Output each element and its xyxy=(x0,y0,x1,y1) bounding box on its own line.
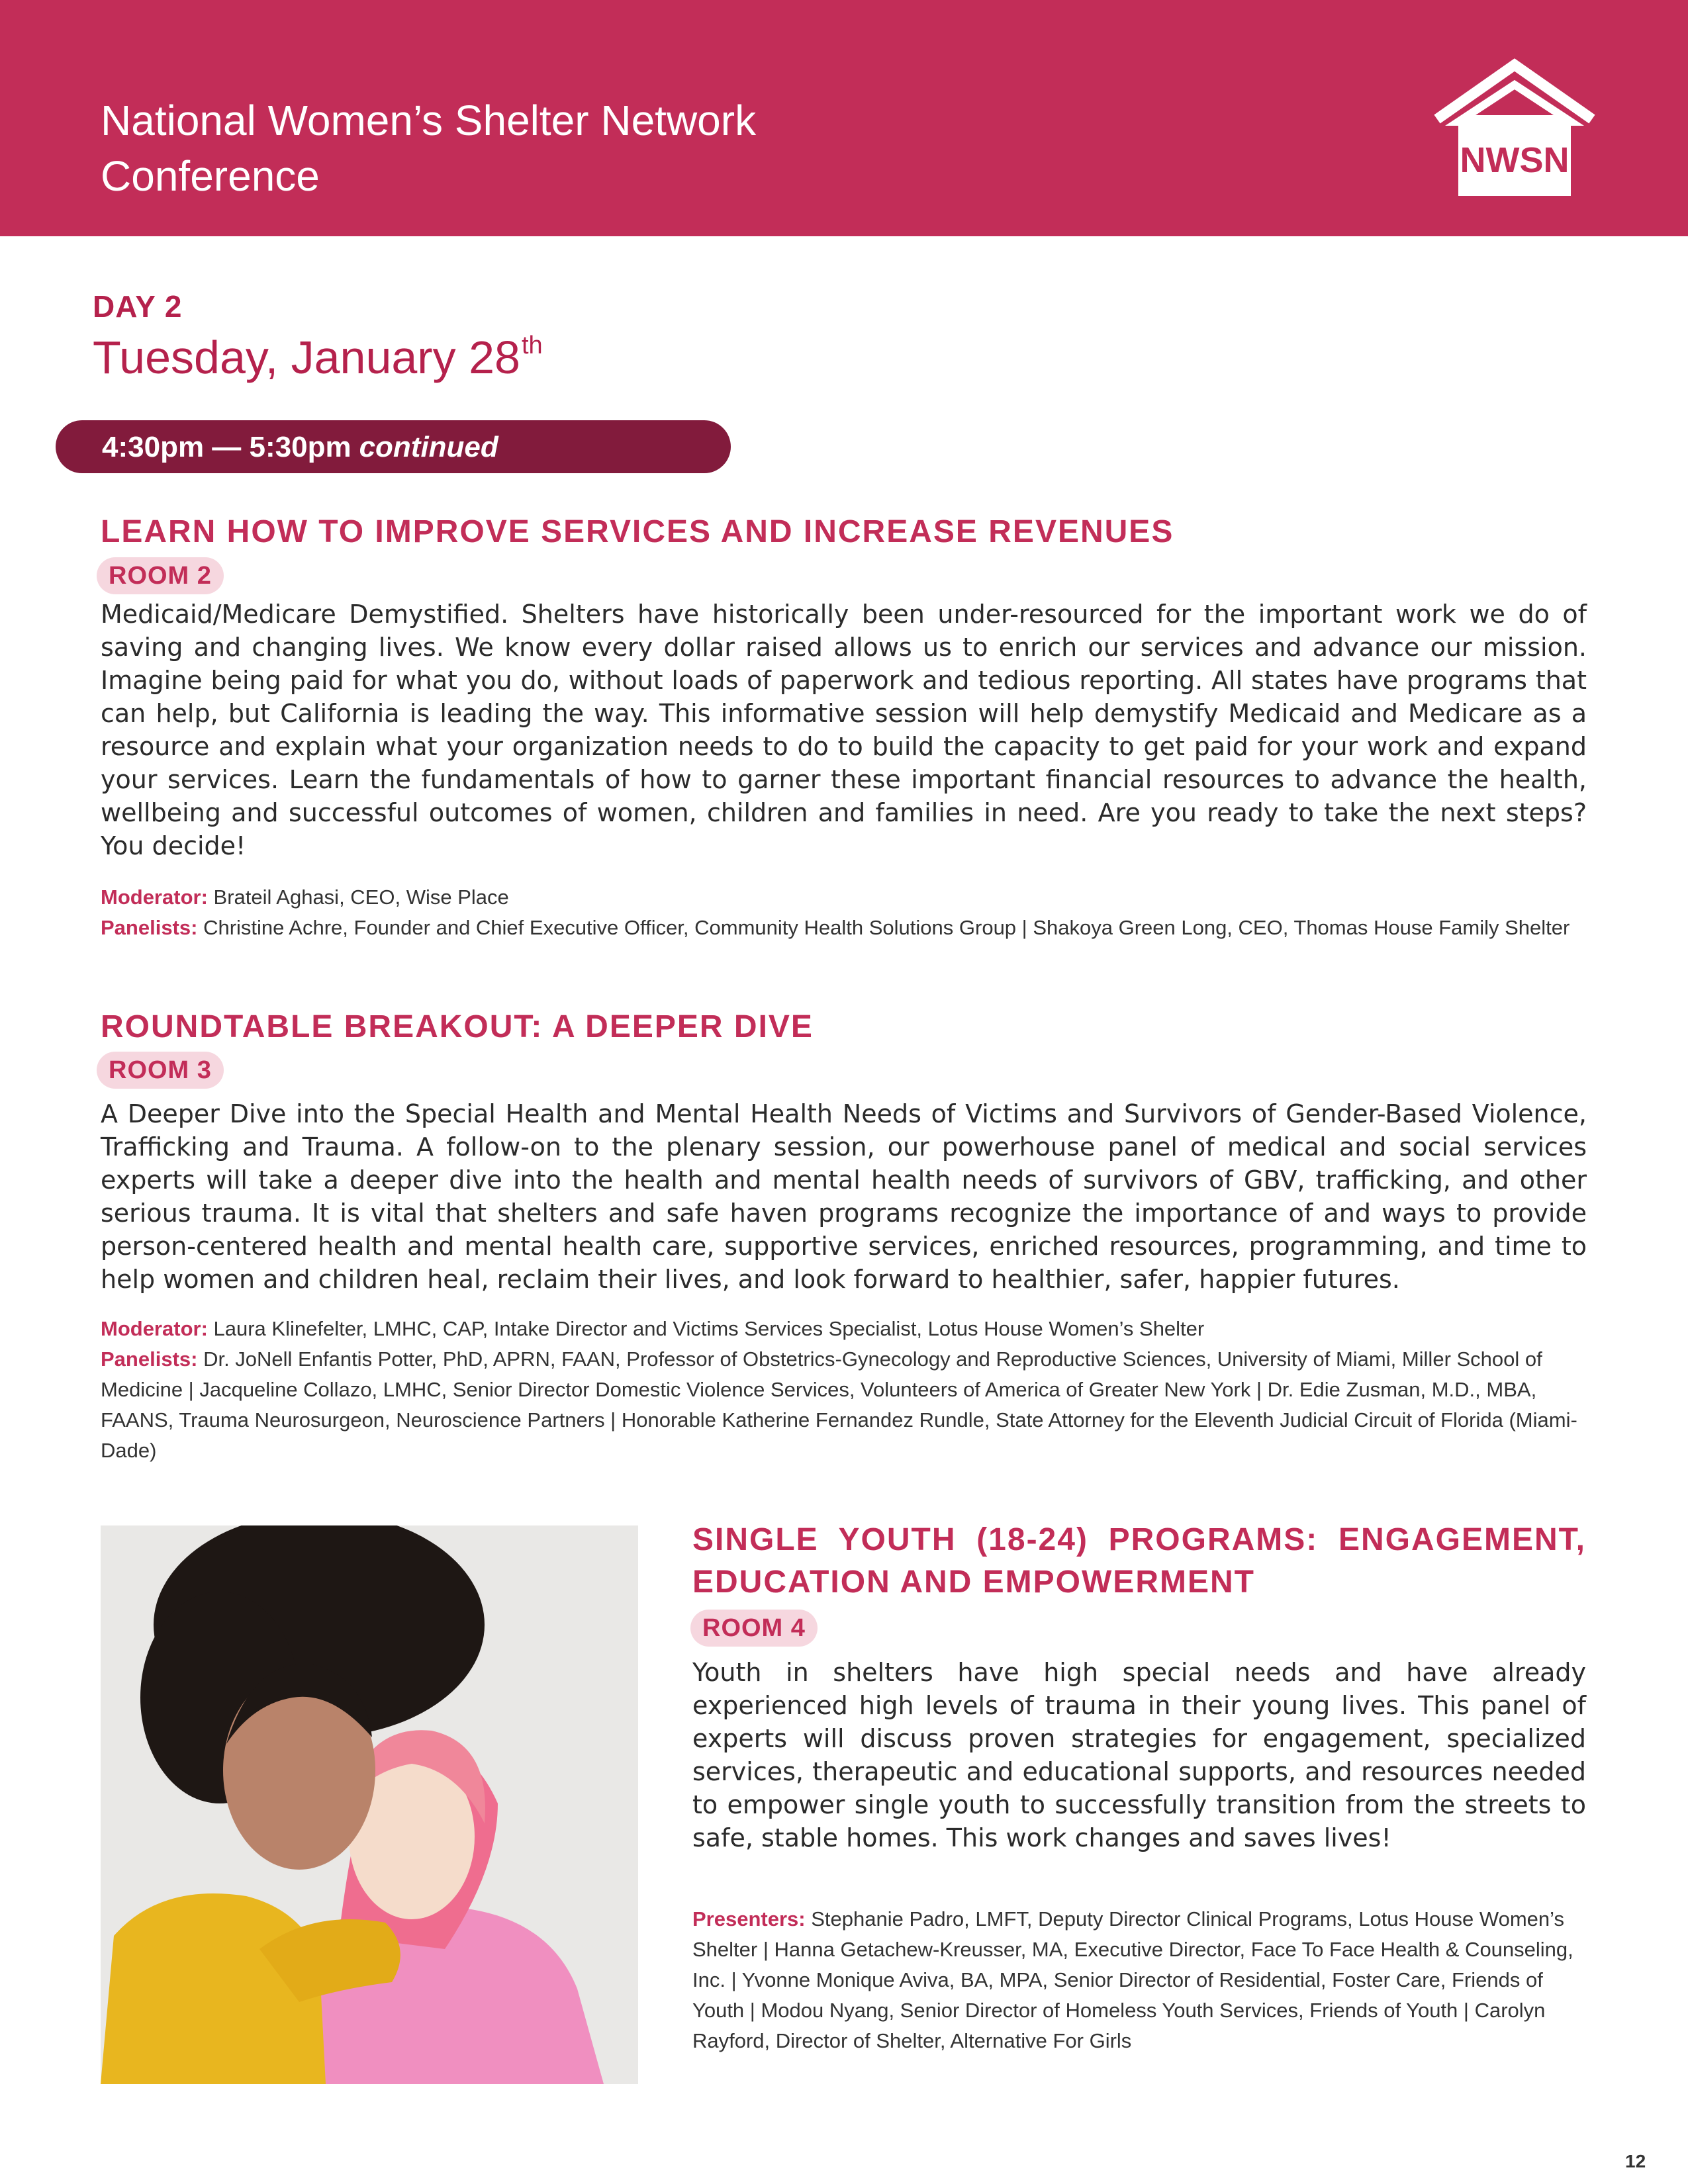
timeslot-pill xyxy=(56,420,731,473)
presenters-label: Presenters: xyxy=(692,1907,806,1931)
nwsn-house-logo xyxy=(1432,58,1597,201)
session-title: SINGLE YOUTH (18-24) PROGRAMS: ENGAGEMENT, EDUCATION AND EMPOWERMENT xyxy=(692,1522,1586,1600)
presenters-list: Stephanie Padro, LMFT, Deputy Director Clinical Programs, Lotus House Women’s Shelter | Hanna Getachew-Kreusser, MA, Executive Director, Face To Face Health & Counseling, Inc. | Yvonne Monique Aviva, BA, MPA, Senior Director of Residential, Foster Care, Friends of Youth | Modou Nyang, Senior Director of Homeless Youth Services, Friends of Youth | Carolyn Rayford, Director of Shelter, Alternative For Girls xyxy=(692,1907,1573,2052)
session-description: Medicaid/Medicare Demystified. Shelters have historically been under-resourced for the important work we do of saving and changing lives. We know every dollar raised allows us to enrich our services and advance our mission. Imagine being paid for what you do, without loads of paperwork and tedious reporting. All states have programs that can help, but California is leading the way. This informative session will help demystify Medicaid and Medicare as a resource and explain what your organization needs to do to build the capacity to get paid for your work and expand your services. Learn the fundamentals of how to garner these important financial resources to advance the health, wellbeing and successful outcomes of women, children and families in need. Are you ready to take the next steps? You decide! xyxy=(101,600,1587,860)
session-credits xyxy=(101,882,1587,943)
room-badge: ROOM 2 xyxy=(97,557,224,594)
svg-text:NWSN: NWSN xyxy=(1460,140,1570,180)
room-badge: ROOM 3 xyxy=(97,1052,224,1089)
session-title: LEARN HOW TO IMPROVE SERVICES AND INCREASE REVENUES xyxy=(101,514,1174,549)
conference-title: National Women’s Shelter Network Conference xyxy=(101,97,757,200)
moderator-label: Moderator: xyxy=(101,886,208,909)
panelists-list: Christine Achre, Founder and Chief Executive Officer, Community Health Solutions Group | Shakoya Green Long, CEO, Thomas House Family Shelter xyxy=(203,916,1570,939)
moderator-label: Moderator: xyxy=(101,1317,208,1340)
date-heading: Tuesday, January 28th xyxy=(93,332,543,383)
session-description: Youth in shelters have high special needs and have already experienced high levels of trauma in their young lives. This panel of experts will discuss proven strategies for engagement, specialized services, therapeutic and educational supports, and resources needed to empower single youth to successfully transition from the streets to safe, stable homes. This work changes and saves lives! xyxy=(692,1658,1586,1852)
page-number: 12 xyxy=(1625,2151,1646,2171)
session-description: A Deeper Dive into the Special Health and Mental Health Needs of Victims and Survivors of Gender-Based Violence, Trafficking and Trauma. A follow-on to the plenary session, our powerhouse panel of medical and social services experts will take a deeper dive into the health and mental health needs of survivors of GBV, trafficking, and other serious trauma. It is vital that shelters and safe haven programs recognize the importance of and ways to provide person-centered health and mental health care, supportive services, enriched resources, programming, and time to help women and children heal, reclaim their lives, and look forward to healthier, safer, happier futures. xyxy=(101,1099,1587,1294)
header-banner xyxy=(0,0,1688,236)
day-label: DAY 2 xyxy=(93,289,183,324)
panelists-label: Panelists: xyxy=(101,916,198,939)
two-young-women-illustration xyxy=(101,1525,638,2084)
panelists-label: Panelists: xyxy=(101,1347,198,1371)
youth-photo xyxy=(101,1525,638,2084)
moderator-name: Laura Klinefelter, LMHC, CAP, Intake Director and Victims Services Specialist, Lotus House Women’s Shelter xyxy=(213,1317,1205,1340)
moderator-name: Brateil Aghasi, CEO, Wise Place xyxy=(213,886,509,909)
timeslot-note: continued xyxy=(359,431,498,463)
timeslot-time: 4:30pm — 5:30pm xyxy=(102,431,352,463)
panelists-list: Dr. JoNell Enfantis Potter, PhD, APRN, FAAN, Professor of Obstetrics-Gynecology and Reproductive Sciences, University of Miami, Miller School of Medicine | Jacqueline Collazo, LMHC, Senior Director Domestic Violence Services, Volunteers of America of Greater New York | Dr. Edie Zusman, M.D., MBA, FAANS, Trauma Neurosurgeon, Neuroscience Partners | Honorable Katherine Fernandez Rundle, State Attorney for the Eleventh Judicial Circuit of Florida (Miami-Dade) xyxy=(101,1347,1577,1462)
room-badge: ROOM 4 xyxy=(690,1610,818,1647)
session-title: ROUNDTABLE BREAKOUT: A DEEPER DIVE xyxy=(101,1009,814,1044)
session-credits xyxy=(692,1904,1586,2056)
session-credits xyxy=(101,1314,1587,1466)
